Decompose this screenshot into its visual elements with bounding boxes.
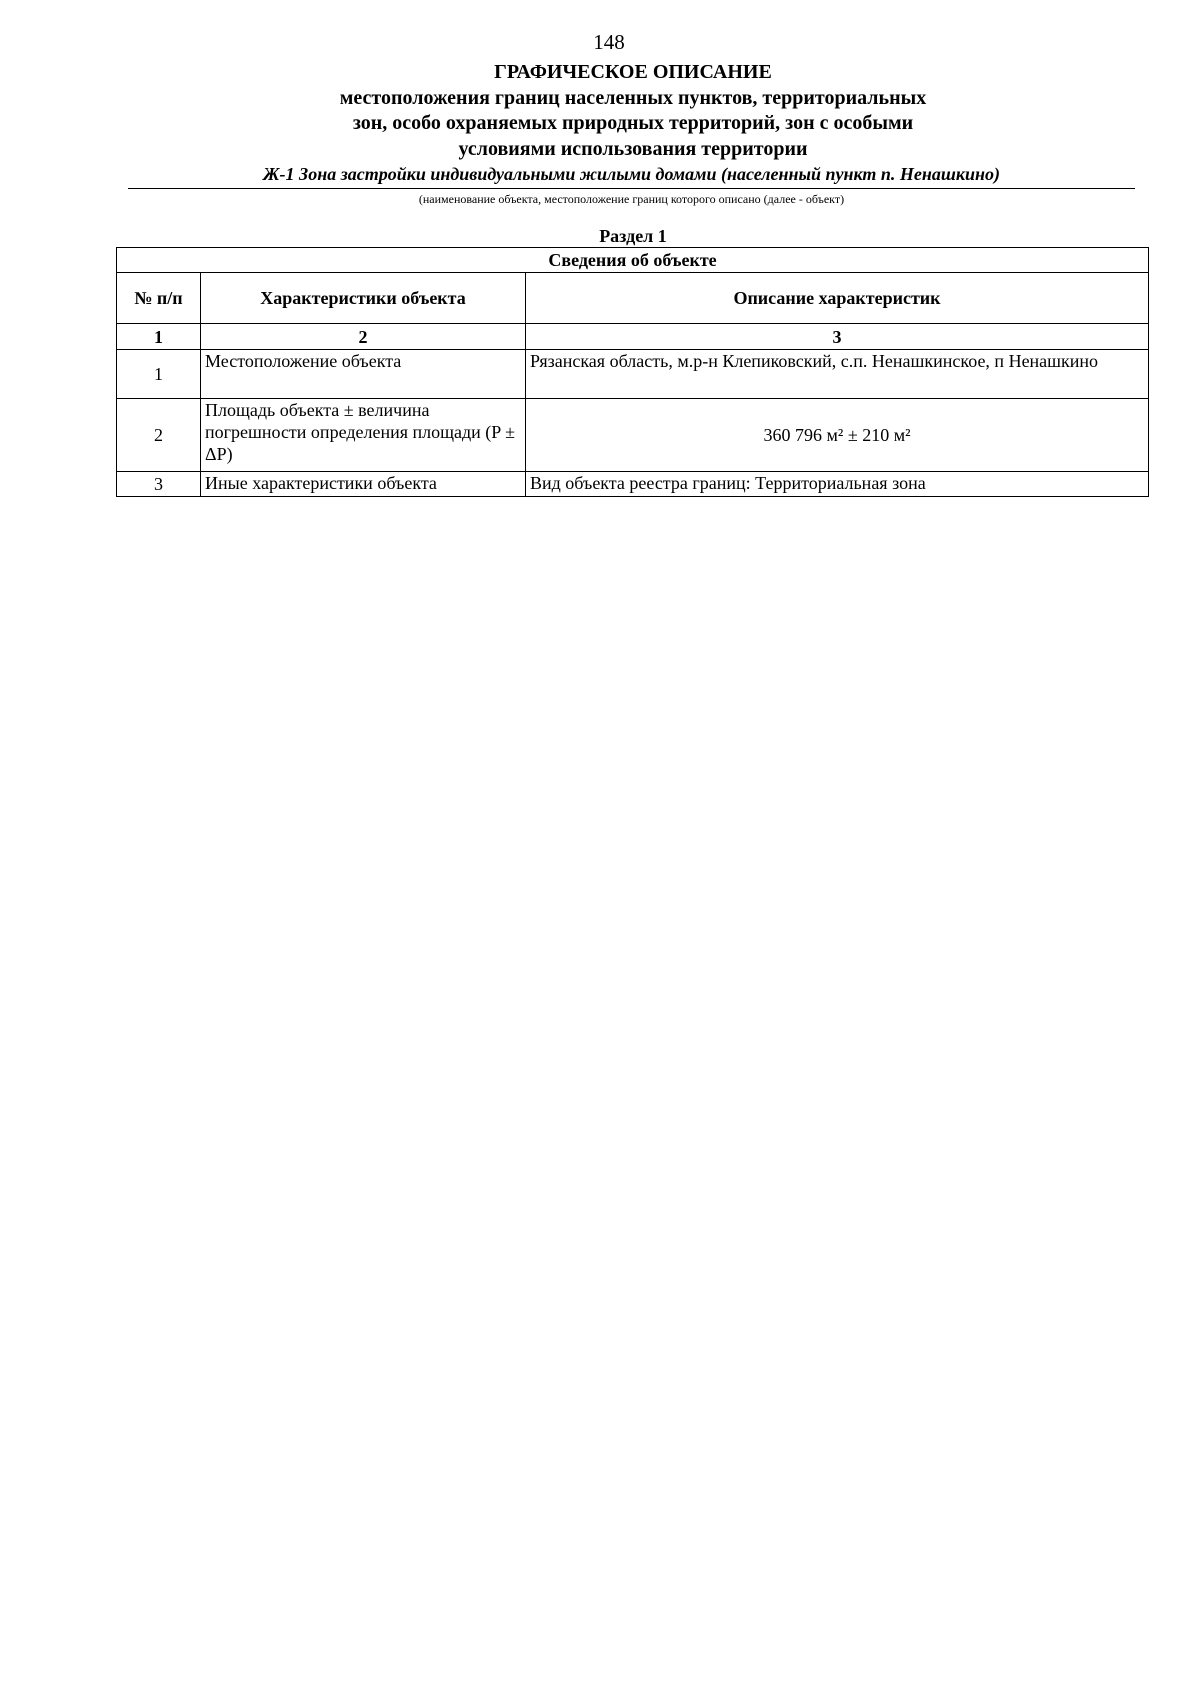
- title-line-3: зон, особо охраняемых природных территорий, зон с особыми: [352, 112, 914, 134]
- header-description: Описание характеристик: [526, 273, 1149, 324]
- row-characteristic: Площадь объекта ± величина погрешности определения площади (P ± ΔP): [201, 399, 526, 472]
- row-characteristic: Местоположение объекта: [201, 350, 526, 399]
- page-number: 148: [593, 30, 625, 54]
- title-line-2: местоположения границ населенных пунктов, территориальных: [339, 86, 927, 109]
- title-line-4: условиями использования территории: [458, 137, 808, 160]
- object-name: Ж-1 Зона застройки индивидуальными жилыми домами (населенный пункт п. Ненашкино): [263, 164, 1000, 184]
- object-info-table: [116, 247, 1149, 497]
- column-index: 1: [117, 324, 201, 350]
- row-description: 360 796 м² ± 210 м²: [526, 399, 1149, 472]
- object-name-underline: [128, 188, 1135, 189]
- table-row: [117, 350, 1149, 399]
- column-index: 2: [201, 324, 526, 350]
- row-number: 3: [117, 472, 201, 497]
- column-index: 3: [526, 324, 1149, 350]
- table-header-row: [117, 273, 1149, 324]
- document-title: [0, 60, 1200, 162]
- header-characteristic: Характеристики объекта: [201, 273, 526, 324]
- row-number: 2: [117, 399, 201, 472]
- row-description: Рязанская область, м.р-н Клепиковский, с.п. Ненашкинское, п Ненашкино: [526, 350, 1149, 399]
- header-num: № п/п: [117, 273, 201, 324]
- row-characteristic: Иные характеристики объекта: [201, 472, 526, 497]
- title-line-1: ГРАФИЧЕСКОЕ ОПИСАНИЕ: [494, 61, 772, 83]
- column-index-row: [117, 324, 1149, 350]
- row-description: Вид объекта реестра границ: Территориальная зона: [526, 472, 1149, 497]
- table-row: [117, 472, 1149, 497]
- section-title: Раздел 1: [599, 226, 667, 246]
- object-name-caption: (наименование объекта, местоположение границ которого описано (далее - объект): [418, 192, 845, 206]
- table-row: [117, 399, 1149, 472]
- table-caption-row: [117, 248, 1149, 273]
- row-number: 1: [117, 350, 201, 399]
- table-caption: Сведения об объекте: [117, 248, 1149, 273]
